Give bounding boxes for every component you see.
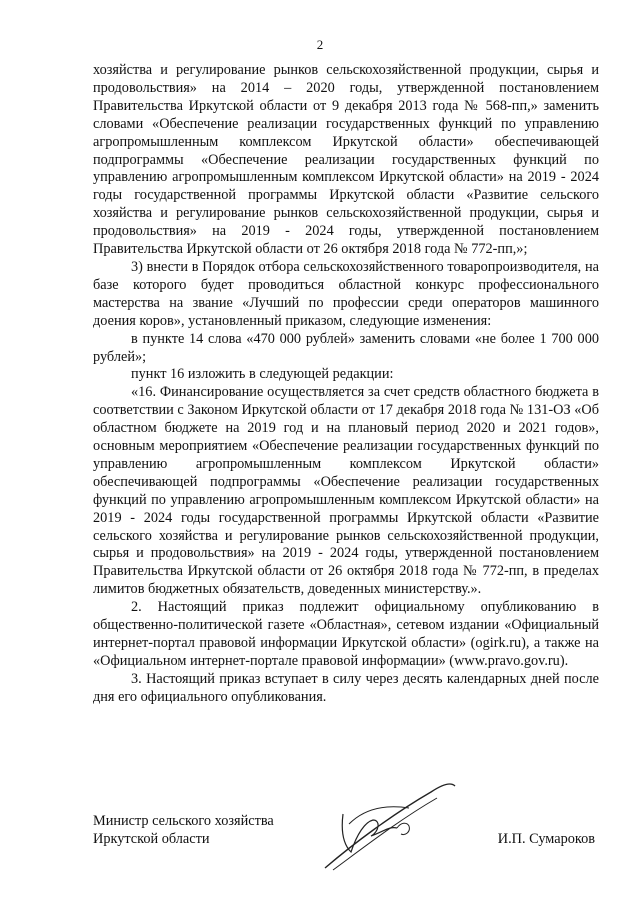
document-body bbox=[93, 62, 599, 707]
signer-title-line2: Иркутской области bbox=[93, 831, 210, 847]
page-number: 2 bbox=[316, 37, 324, 52]
signer-name: И.П. Сумароков bbox=[497, 831, 595, 847]
paragraph-clause-3: 3. Настоящий приказ вступает в силу через десять календарных дней после дня его официального опубликования. bbox=[93, 670, 599, 705]
signer-title bbox=[93, 812, 274, 848]
signature-block bbox=[93, 812, 599, 872]
paragraph-item-3: 3) внести в Порядок отбора сельскохозяйственного товаропроизводителя, на базе которого будет проводиться областной конкурс профессионального мастерства на звание «Лучший по профессии среди операторов машинного доения коров», установленный приказом, следующие изменения: bbox=[93, 258, 599, 329]
paragraph-point-16-text: «16. Финансирование осуществляется за счет средств областного бюджета в соответствии с Законом Иркутской области от 17 декабря 2018 года № 131-ОЗ «Об областном бюджете на 2019 год и на плановый период 2020 и 2021 годов», основным мероприятием «Обеспечение реализации государственных функций по управлению агропромышленным комплексом Иркутской области» обеспечивающей подпрограммы «Обеспечение реализации государственных функций по управлению агропромышленным комплексом Иркутской области» на 2019 - 2024 годы государственной программы Иркутской области «Развитие сельского хозяйства и регулирование рынков сельскохозяйственной продукции, сырья и продовольствия» на 2019 - 2024 годы, утвержденной постановлением Правительства Иркутской области от 26 октября 2018 года № 772-пп, в пределах лимитов бюджетных обязательств, доведенных министерству.». bbox=[93, 384, 599, 598]
paragraph-point-14: в пункте 14 слова «470 000 рублей» заменить словами «не более 1 700 000 рублей»; bbox=[93, 330, 599, 365]
signer-title-line1: Министр сельского хозяйства bbox=[93, 813, 274, 829]
handwritten-signature bbox=[313, 774, 473, 874]
paragraph-point-16-intro: пункт 16 изложить в следующей редакции: bbox=[131, 366, 394, 383]
paragraph-continuation: хозяйства и регулирование рынков сельскохозяйственной продукции, сырья и продовольствия» на 2014 – 2020 годы, утвержденной постановлением Правительства Иркутской области от 9 декабря 2013 года № 568-пп,» заменить словами «Обеспечение реализации государственных функций по управлению агропромышленным комплексом Иркутской области» обеспечивающей подпрограммы «Обеспечение реализации государственных функций по управлению агропромышленным комплексом Иркутской области» на 2019 - 2024 годы государственной программы Иркутской области «Развитие сельского хозяйства и регулирование рынков сельскохозяйственной продукции, сырья и продовольствия» на 2019 - 2024 годы, утвержденной постановлением Правительства Иркутской области от 26 октября 2018 года № 772-пп,»; bbox=[93, 62, 599, 258]
paragraph-clause-2: 2. Настоящий приказ подлежит официальному опубликованию в общественно-политической газете «Областная», сетевом издании «Официальный интернет-портал правовой информации Иркутской области» (ogirk.ru), а также на «Официальном интернет-портале правовой информации» (www.pravo.gov.ru). bbox=[93, 599, 599, 669]
